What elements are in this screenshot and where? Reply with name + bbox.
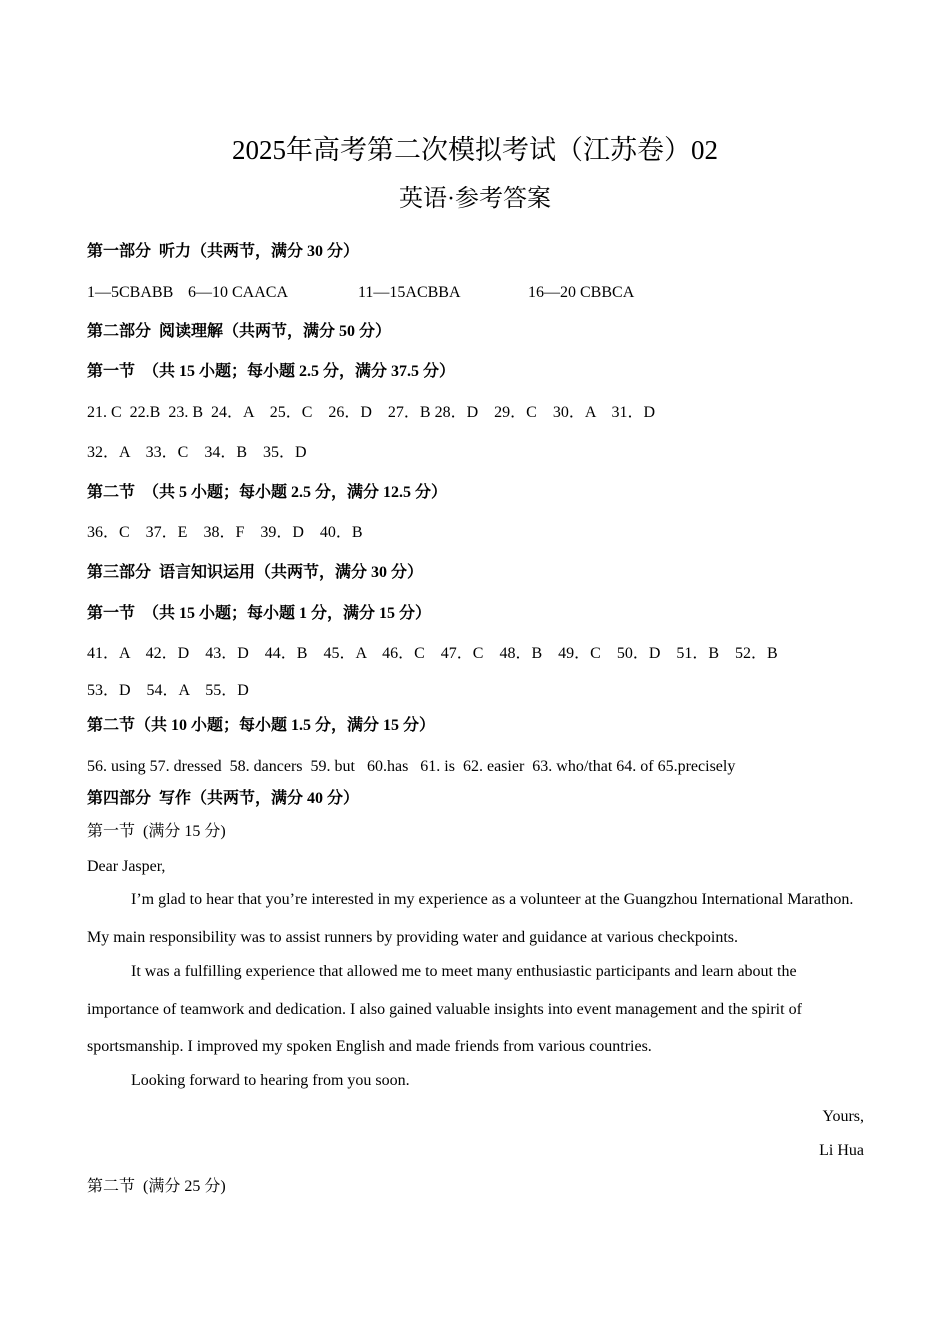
letter-greeting: Dear Jasper,	[87, 858, 166, 875]
part3-heading: 第三部分 语言知识运用（共两节，满分 30 分）	[87, 564, 424, 581]
part3-section1-answers-line2: 53．D 54．A 55．D	[87, 682, 249, 699]
part3-section2-heading: 第二节（共 10 小题；每小题 1.5 分，满分 15 分）	[87, 717, 436, 734]
letter-paragraph: It was a fulfilling experience that allowed me to meet many enthusiastic participants and learn about the importance of teamwork and dedication. I also gained valuable insights into event management and the spirit of sportsmanship. I improved my spoken English and made friends from various countries.	[87, 963, 802, 1055]
part2-section1-answers-line2: 32．A 33．C 34．B 35．D	[87, 444, 307, 461]
part3-section2-answers: 56. using 57. dressed 58. dancers 59. but 60.has 61. is 62. easier 63. who/that 64. of 65.precisely	[87, 758, 736, 775]
answer-group: 1—5CBABB	[87, 284, 174, 301]
letter-paragraph: I’m glad to hear that you’re interested in my experience as a volunteer at the Guangzhou International Marathon. My main responsibility was to assist runners by providing water and guidance at various checkpoints.	[87, 891, 854, 946]
part1-answers	[87, 283, 867, 303]
letter-closing: Yours,	[822, 1108, 864, 1125]
part2-section1-answers-line1: 21. C 22.B 23. B 24．A 25．C 26．D 27．B 28．D 29．C 30．A 31．D	[87, 404, 656, 421]
part4-section2-heading: 第二节 (满分 25 分)	[87, 1178, 226, 1195]
answer-group: 11—15ACBBA	[358, 284, 461, 301]
part2-heading: 第二部分 阅读理解（共两节，满分 50 分）	[87, 323, 392, 340]
page-subtitle: 英语·参考答案	[399, 186, 551, 212]
page-title: 2025年高考第二次模拟考试（江苏卷）02	[232, 135, 718, 165]
letter-paragraph: Looking forward to hearing from you soon.	[131, 1072, 410, 1089]
letter-signature: Li Hua	[819, 1142, 864, 1159]
answer-group: 6—10 CAACA	[188, 284, 289, 301]
answer-group: 16—20 CBBCA	[528, 284, 635, 301]
part1-heading: 第一部分 听力（共两节，满分 30 分）	[87, 243, 360, 260]
part2-section2-answers: 36．C 37．E 38．F 39．D 40．B	[87, 524, 363, 541]
part3-section1-heading: 第一节 （共 15 小题；每小题 1 分，满分 15 分）	[87, 605, 432, 622]
part4-heading: 第四部分 写作（共两节，满分 40 分）	[87, 790, 360, 807]
part4-section1-heading: 第一节 (满分 15 分)	[87, 823, 226, 840]
part3-section1-answers-line1: 41．A 42．D 43．D 44．B 45．A 46．C 47．C 48．B 49．C 50．D 51．B 52．B	[87, 645, 778, 662]
part2-section1-heading: 第一节 （共 15 小题；每小题 2.5 分，满分 37.5 分）	[87, 363, 456, 380]
part2-section2-heading: 第二节 （共 5 小题；每小题 2.5 分，满分 12.5 分）	[87, 484, 448, 501]
